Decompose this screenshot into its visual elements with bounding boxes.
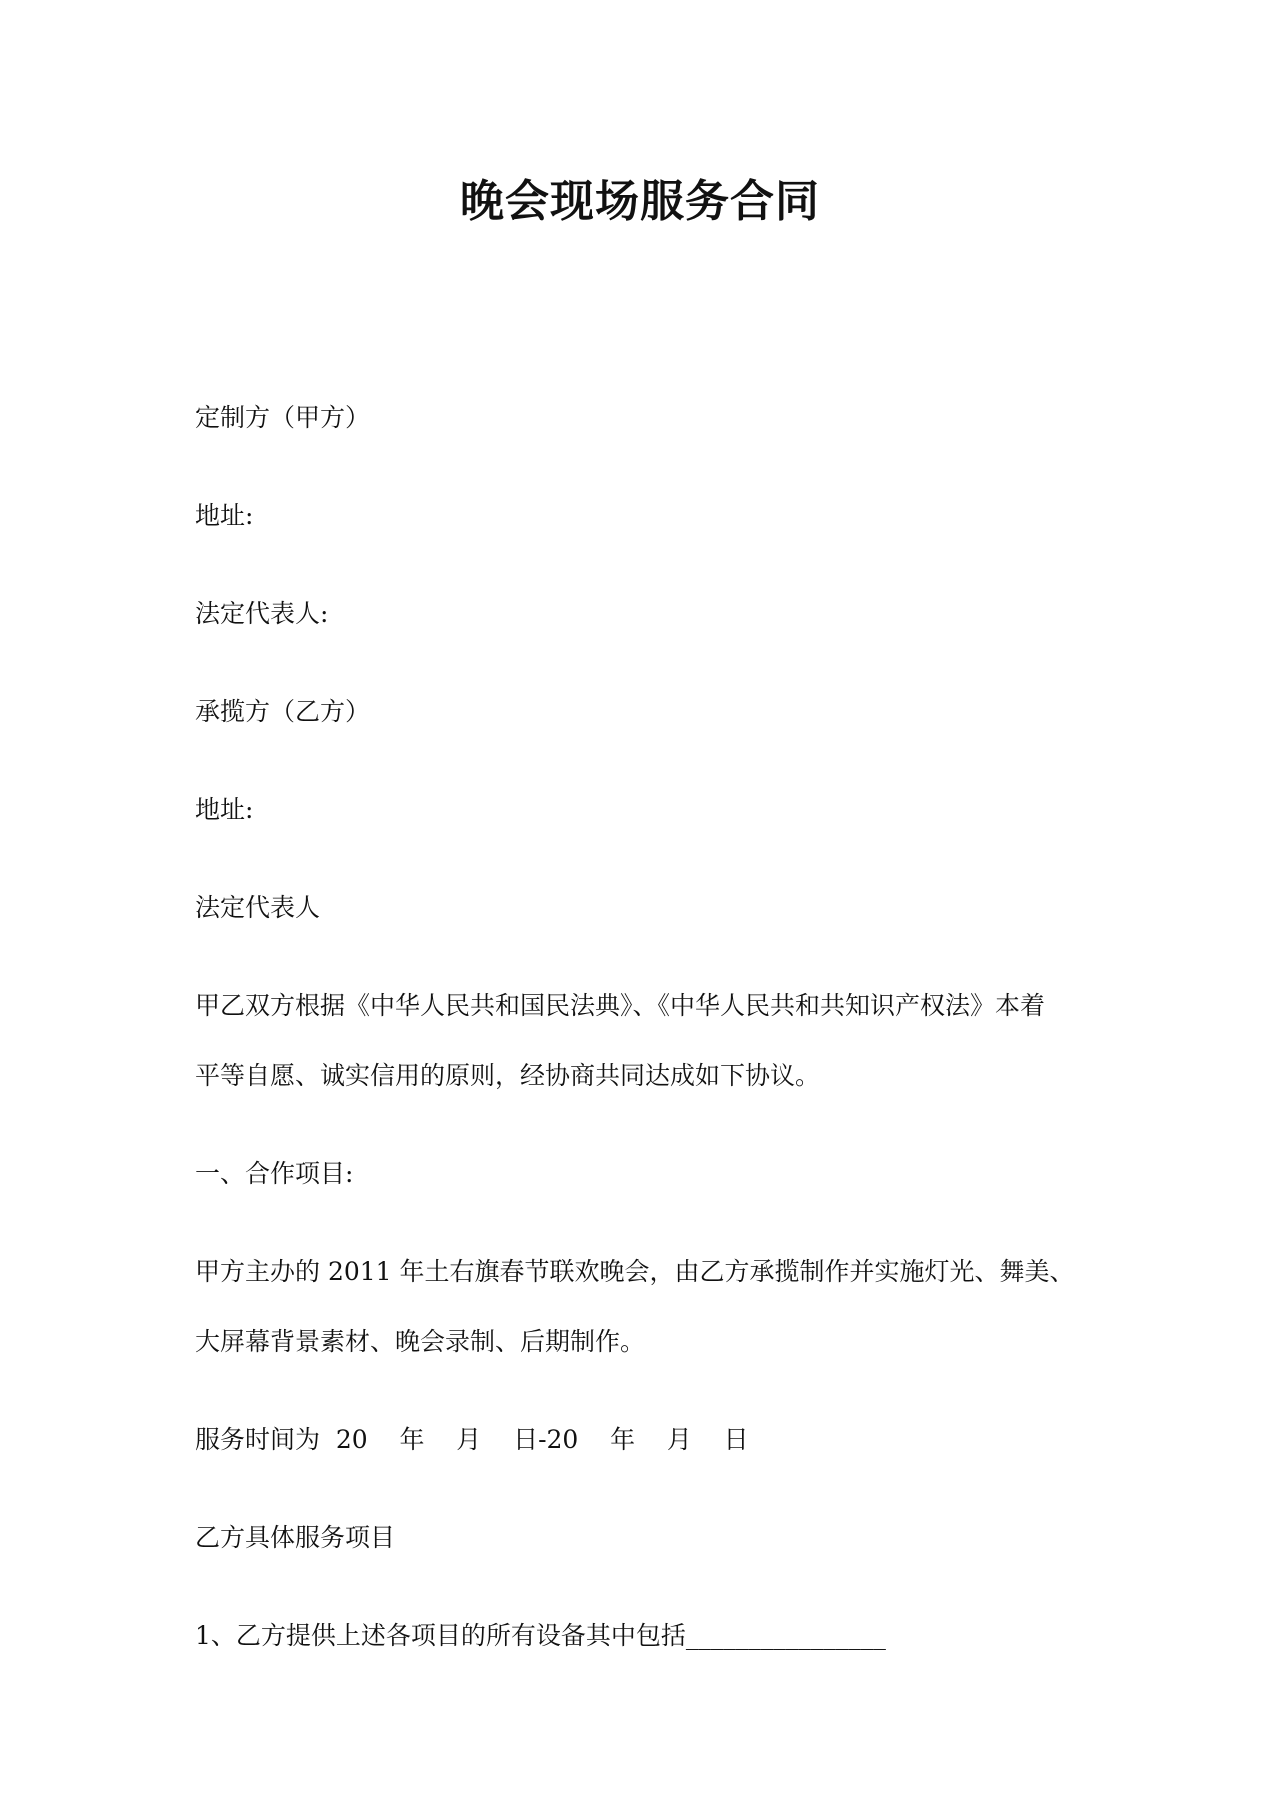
intro-line-2: 平等自愿、诚实信用的原则，经协商共同达成如下协议。: [195, 1061, 821, 1090]
service-item-1: 1、乙方提供上述各项目的所有设备其中包括________________: [195, 1621, 886, 1650]
party-b-address: 地址:: [195, 795, 254, 824]
intro-line-1: 甲乙双方根据《中华人民共和国民法典》、《中华人民共和共知识产权法》本着: [195, 991, 1046, 1020]
party-a-address: 地址:: [195, 501, 254, 530]
party-a-label: 定制方（甲方）: [195, 403, 371, 432]
document-title: 晚会现场服务合同: [460, 176, 820, 227]
party-b-representative: 法定代表人: [195, 893, 321, 922]
project-line-1: 甲方主办的 2011 年土右旗春节联欢晚会，由乙方承揽制作并实施灯光、舞美、: [195, 1257, 1075, 1286]
service-time: 服务时间为 20 年 月 日-20 年 月 日: [195, 1425, 749, 1454]
section-1-heading: 一、合作项目:: [195, 1159, 354, 1188]
party-b-label: 承揽方（乙方）: [195, 697, 371, 726]
project-line-2: 大屏幕背景素材、晚会录制、后期制作。: [195, 1327, 646, 1356]
service-items-heading: 乙方具体服务项目: [195, 1523, 396, 1552]
party-a-representative: 法定代表人:: [195, 599, 329, 628]
